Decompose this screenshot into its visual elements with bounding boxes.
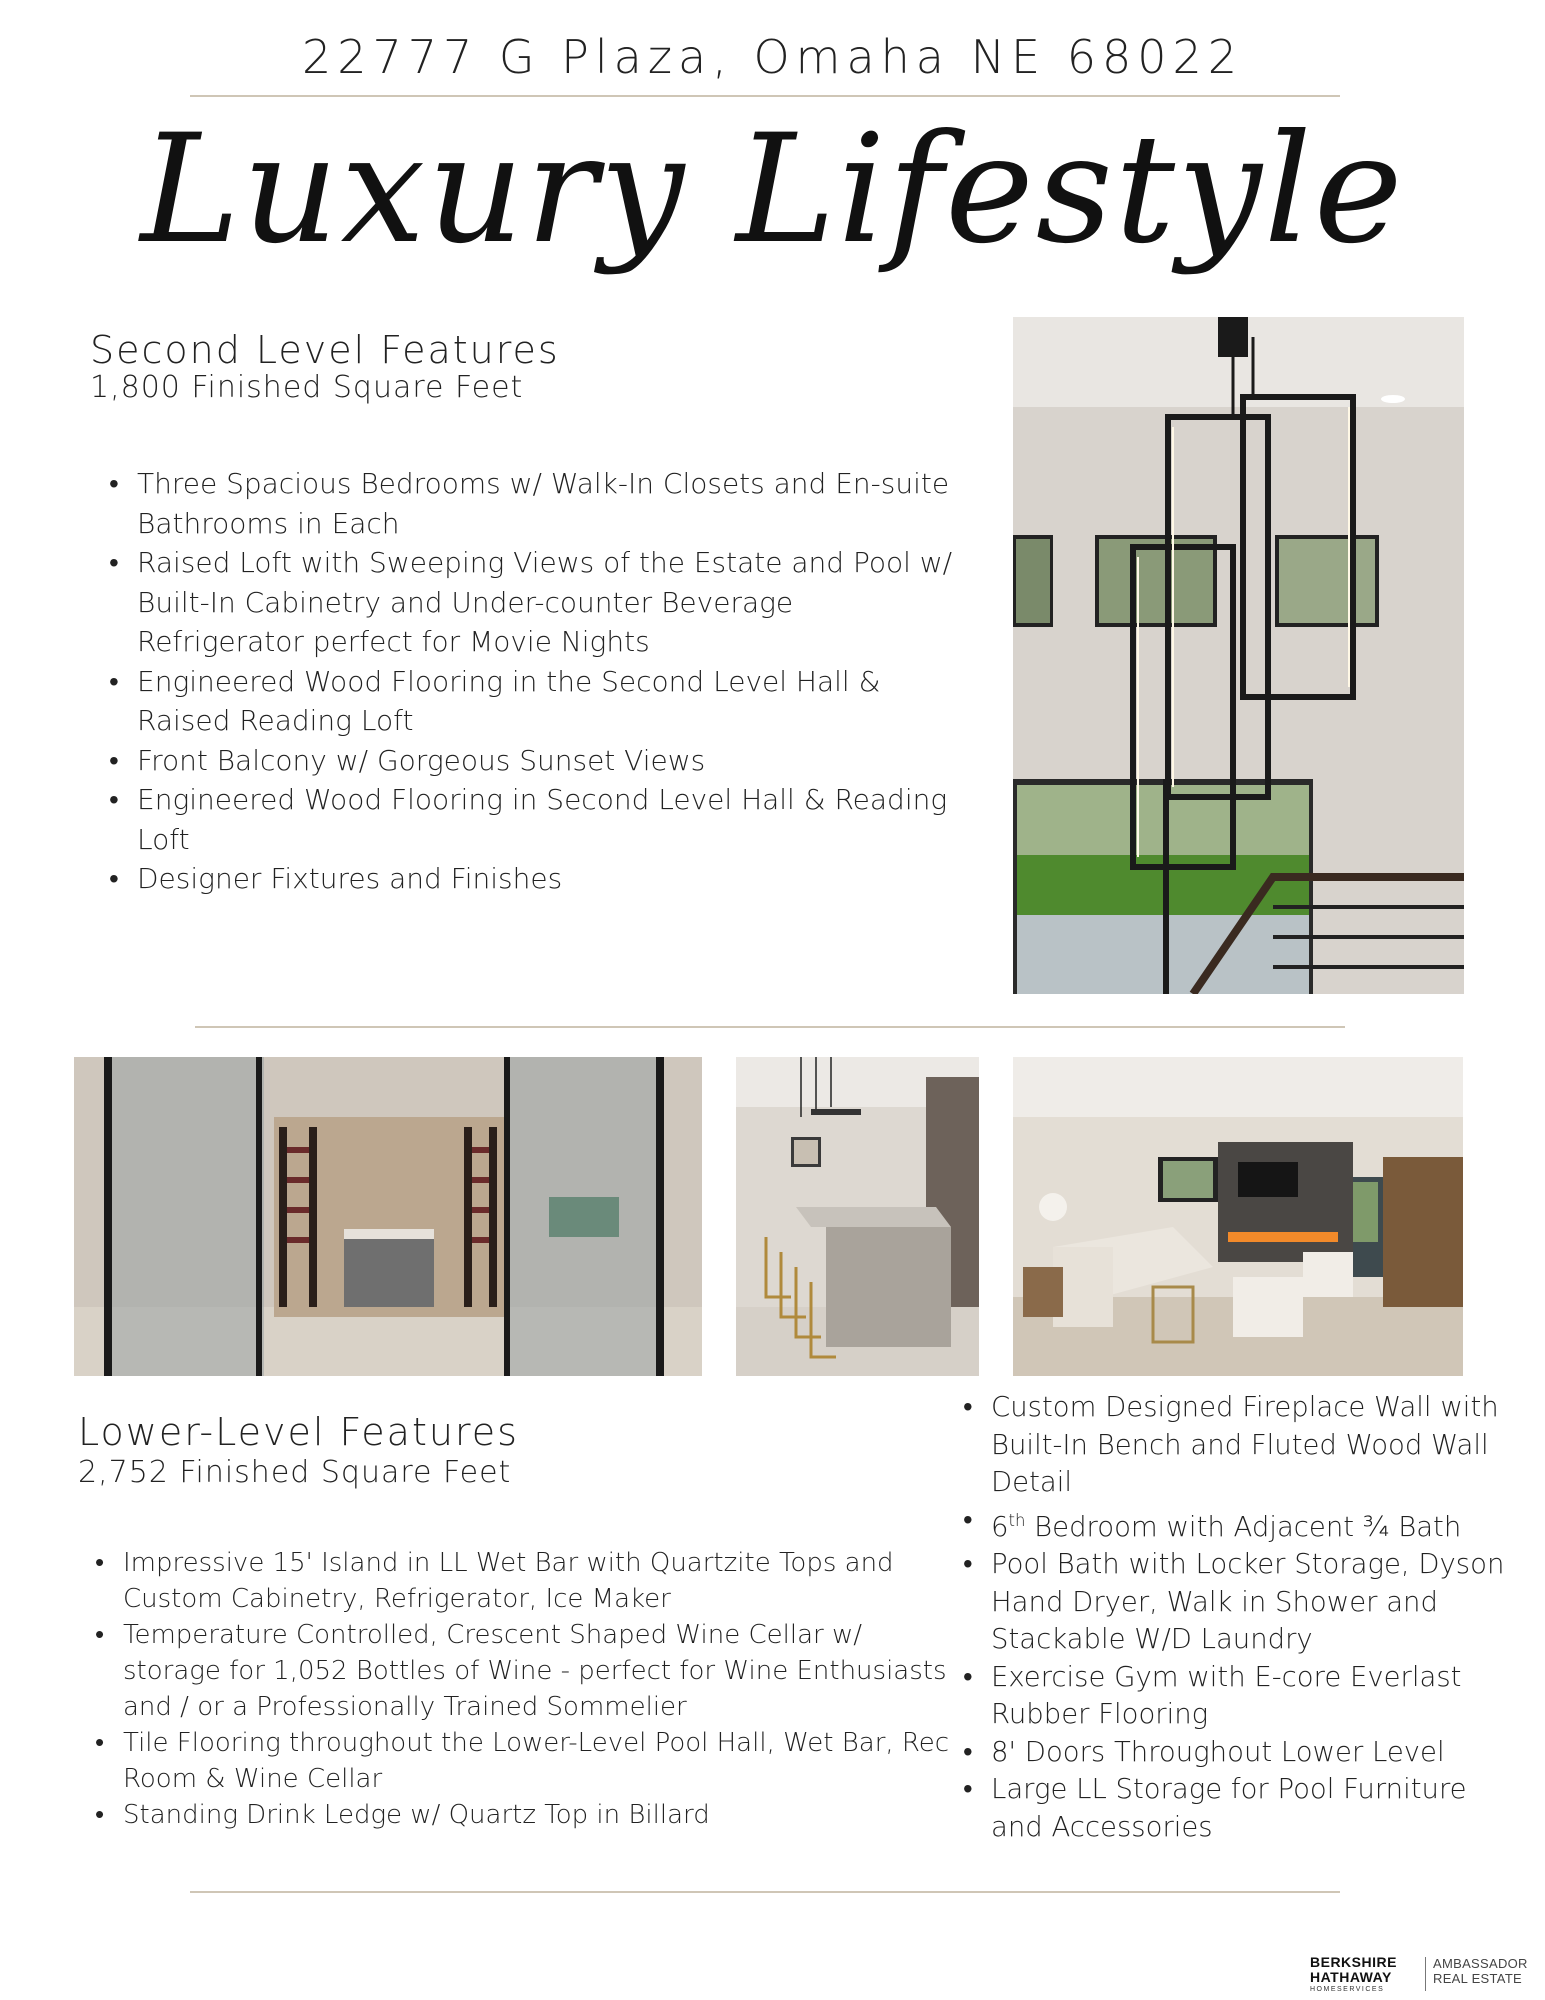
list-item: • Engineered Wood Flooring in Second Level Hall & Reading Loft xyxy=(109,780,959,859)
list-item: • Tile Flooring throughout the Lower-Level Pool Hall, Wet Bar, Rec Room & Wine Cellar xyxy=(95,1725,965,1797)
bedroom-number: 6 xyxy=(991,1510,1009,1543)
list-item: • Custom Designed Fireplace Wall with Built-In Bench and Fluted Wood Wall Detail xyxy=(963,1389,1513,1502)
list-item: • Temperature Controlled, Crescent Shaped Wine Cellar w/ storage for 1,052 Bottles of Wine - perfect for Wine Enthusiasts and / or a Professionally Trained Sommelier xyxy=(95,1617,965,1725)
lower-level-subheading: 2,752 Finished Square Feet xyxy=(78,1455,512,1490)
chandelier-photo xyxy=(1013,317,1464,994)
page-title: Luxury Lifestyle xyxy=(140,103,1405,277)
logo-tagline: HOMESERVICES xyxy=(1310,1986,1385,1993)
list-item: • Designer Fixtures and Finishes xyxy=(109,859,959,899)
list-item: • Raised Loft with Sweeping Views of the Estate and Pool w/ Built-In Cabinetry and Under-counter Beverage Refrigerator perfect for Movie Nights xyxy=(109,543,959,662)
logo-office-name: AMBASSADOR REAL ESTATE xyxy=(1433,1956,1528,1986)
footer-divider xyxy=(190,1891,1340,1893)
lower-level-features-right-list xyxy=(963,1389,1513,1846)
list-item: • Standing Drink Ledge w/ Quartz Top in Billard xyxy=(95,1797,965,1833)
list-item: • Engineered Wood Flooring in the Second Level Hall & Raised Reading Loft xyxy=(109,662,959,741)
list-item: • Front Balcony w/ Gorgeous Sunset Views xyxy=(109,741,959,781)
wine-cellar-photo xyxy=(74,1057,702,1376)
second-level-heading: Second Level Features xyxy=(90,328,560,372)
lower-level-heading: Lower-Level Features xyxy=(78,1410,519,1454)
lower-level-features-list xyxy=(95,1545,965,1833)
list-item: • Exercise Gym with E-core Everlast Rubber Flooring xyxy=(963,1659,1513,1734)
second-level-features-list xyxy=(109,464,959,899)
property-address: 22777 G Plaza, Omaha NE 68022 xyxy=(301,30,1244,84)
section-divider xyxy=(195,1026,1345,1028)
list-item xyxy=(963,1502,1513,1547)
logo-wordmark: BERKSHIRE HATHAWAY xyxy=(1310,1954,1397,1985)
brokerage-logo xyxy=(1310,1955,1540,1995)
list-item: • Pool Bath with Locker Storage, Dyson Hand Dryer, Walk in Shower and Stackable W/D Laundry xyxy=(963,1546,1513,1659)
list-item: • Three Spacious Bedrooms w/ Walk-In Closets and En-suite Bathrooms in Each xyxy=(109,464,959,543)
list-item: • Large LL Storage for Pool Furniture and Accessories xyxy=(963,1771,1513,1846)
list-item: • Impressive 15' Island in LL Wet Bar with Quartzite Tops and Custom Cabinetry, Refrigerator, Ice Maker xyxy=(95,1545,965,1617)
ordinal-suffix: th xyxy=(1008,1510,1026,1530)
second-level-subheading: 1,800 Finished Square Feet xyxy=(90,370,524,405)
bedroom-text: Bedroom with Adjacent ¾ Bath xyxy=(1025,1510,1462,1543)
logo-separator xyxy=(1425,1957,1426,1991)
list-item: • 8' Doors Throughout Lower Level xyxy=(963,1734,1513,1772)
rec-room-photo xyxy=(1013,1057,1463,1376)
wet-bar-photo xyxy=(736,1057,979,1376)
header-divider xyxy=(190,95,1340,97)
